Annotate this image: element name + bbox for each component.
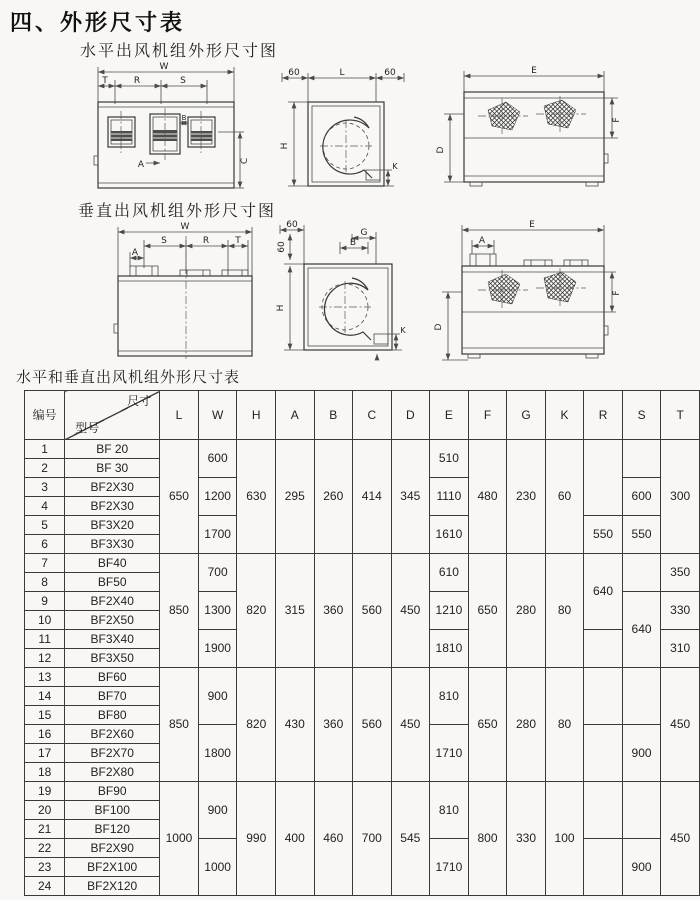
- dim-label-W: W: [159, 62, 169, 72]
- caption-horizontal-units: 水平出风机组外形尺寸图: [80, 43, 279, 60]
- cell-T: 330: [661, 592, 700, 630]
- cell-W: 1900: [198, 630, 237, 668]
- cell-model: BF3X20: [65, 516, 160, 535]
- cell-number: 11: [25, 630, 65, 649]
- cell-W: 1200: [198, 478, 237, 516]
- cell-E: 1710: [430, 725, 469, 782]
- cell-W: 900: [198, 668, 237, 725]
- col-header-D: D: [391, 391, 430, 440]
- cell-G: 330: [507, 782, 546, 896]
- cell-number: 1: [25, 440, 65, 459]
- cell-T: 310: [661, 630, 700, 668]
- col-header-B: B: [314, 391, 353, 440]
- cell-R: 640: [584, 554, 623, 630]
- horizontal-rear-view-drawing: [436, 64, 621, 202]
- cell-D: 450: [391, 554, 430, 668]
- cell-model: BF2X70: [65, 744, 160, 763]
- table-row: [25, 440, 700, 459]
- cell-F: 650: [468, 554, 507, 668]
- cell-R: [584, 839, 623, 896]
- cell-T: 450: [661, 782, 700, 896]
- col-header-number: 编号: [25, 391, 65, 440]
- col-header-E: E: [430, 391, 469, 440]
- cell-R: [584, 440, 623, 516]
- cell-A: 430: [276, 668, 315, 782]
- caption-vertical-units: 垂直出风机组外形尺寸图: [78, 203, 277, 220]
- cell-model: BF2X30: [65, 478, 160, 497]
- col-header-T: T: [661, 391, 700, 440]
- col-header-K: K: [545, 391, 584, 440]
- cell-E: 810: [430, 668, 469, 725]
- cell-H: 820: [237, 668, 276, 782]
- dim-label-A: A: [131, 248, 139, 258]
- cell-E: 610: [430, 554, 469, 592]
- top-outlet-flanges: [130, 266, 248, 276]
- cell-W: 1800: [198, 725, 237, 782]
- dim-label-T: T: [235, 236, 241, 246]
- cell-R: [584, 630, 623, 668]
- table-row: [25, 668, 700, 687]
- cell-number: 2: [25, 459, 65, 478]
- cell-A: 400: [276, 782, 315, 896]
- cell-number: 16: [25, 725, 65, 744]
- cell-T: 450: [661, 668, 700, 782]
- cell-number: 23: [25, 858, 65, 877]
- cell-number: 20: [25, 801, 65, 820]
- dim-label-L: L: [339, 68, 345, 78]
- diag-label-size: 尺寸: [127, 394, 152, 408]
- cell-B: 360: [314, 554, 353, 668]
- cell-model: BF2X50: [65, 611, 160, 630]
- cell-R: [584, 668, 623, 725]
- table-title: 水平和垂直出风机组外形尺寸表: [16, 369, 241, 386]
- cell-K: 80: [545, 554, 584, 668]
- cell-model: BF3X50: [65, 649, 160, 668]
- cell-S: 900: [622, 839, 661, 896]
- fan-grilles: [108, 114, 215, 154]
- cell-model: BF2X120: [65, 877, 160, 896]
- page-title: 四、外形尺寸表: [10, 10, 186, 35]
- top-outlet-flanges: [470, 254, 588, 266]
- horizontal-front-view-drawing: [88, 60, 253, 195]
- cell-number: 17: [25, 744, 65, 763]
- cell-R: 550: [584, 516, 623, 554]
- cell-model: BF2X80: [65, 763, 160, 782]
- cell-number: 24: [25, 877, 65, 896]
- col-header-L: L: [160, 391, 199, 440]
- cell-model: BF2X60: [65, 725, 160, 744]
- cell-H: 820: [237, 554, 276, 668]
- dim-label-A: A: [478, 236, 486, 246]
- cell-model: BF 30: [65, 459, 160, 478]
- cell-S: [622, 440, 661, 478]
- cell-B: 260: [314, 440, 353, 554]
- col-header-G: G: [507, 391, 546, 440]
- hatched-opening: [488, 274, 520, 304]
- cell-E: 1210: [430, 592, 469, 630]
- dim-label-W: W: [180, 222, 190, 232]
- cell-H: 990: [237, 782, 276, 896]
- cell-L: 850: [160, 554, 199, 668]
- cell-model: BF90: [65, 782, 160, 801]
- cell-model: BF2X30: [65, 497, 160, 516]
- cell-C: 560: [353, 554, 392, 668]
- cell-S: [622, 554, 661, 592]
- cell-W: 1300: [198, 592, 237, 630]
- cell-model: BF2X90: [65, 839, 160, 858]
- dim-label-S: S: [161, 236, 167, 246]
- dim-label-60-left: 60: [277, 241, 287, 253]
- cell-model: BF 20: [65, 440, 160, 459]
- cell-number: 5: [25, 516, 65, 535]
- table-body: [25, 440, 700, 896]
- cell-A: 295: [276, 440, 315, 554]
- cell-R: [584, 782, 623, 839]
- cell-number: 12: [25, 649, 65, 668]
- cell-L: 650: [160, 440, 199, 554]
- dim-label-E: E: [529, 220, 535, 230]
- dim-label-R: R: [133, 76, 141, 86]
- cell-L: 1000: [160, 782, 199, 896]
- cell-D: 450: [391, 668, 430, 782]
- dim-label-H: H: [280, 142, 290, 150]
- dim-label-S: S: [180, 76, 186, 86]
- cell-G: 280: [507, 668, 546, 782]
- cell-number: 15: [25, 706, 65, 725]
- cell-D: 545: [391, 782, 430, 896]
- cell-S: [622, 668, 661, 725]
- cell-model: BF70: [65, 687, 160, 706]
- col-header-H: H: [237, 391, 276, 440]
- cell-number: 22: [25, 839, 65, 858]
- cell-F: 650: [468, 668, 507, 782]
- cell-W: 1700: [198, 516, 237, 554]
- cell-C: 560: [353, 668, 392, 782]
- cell-number: 3: [25, 478, 65, 497]
- cell-T: 350: [661, 554, 700, 592]
- dim-label-H: H: [276, 304, 286, 312]
- dim-label-60-top: 60: [286, 220, 298, 230]
- dim-label-C: C: [240, 157, 250, 165]
- vertical-side-view-drawing: [272, 216, 422, 364]
- cell-number: 9: [25, 592, 65, 611]
- fan-scroll: [319, 278, 371, 340]
- cell-number: 18: [25, 763, 65, 782]
- dim-label-B: B: [181, 114, 187, 122]
- col-header-F: F: [468, 391, 507, 440]
- cell-number: 7: [25, 554, 65, 573]
- cell-R: [584, 725, 623, 782]
- diag-label-model: 型号: [75, 421, 100, 436]
- cell-A: 315: [276, 554, 315, 668]
- cell-B: 360: [314, 668, 353, 782]
- col-header-model-size: [65, 391, 160, 440]
- cell-S: [622, 782, 661, 839]
- cell-S: 550: [622, 516, 661, 554]
- col-header-W: W: [198, 391, 237, 440]
- cell-model: BF80: [65, 706, 160, 725]
- col-header-R: R: [584, 391, 623, 440]
- cabinet-outline: [118, 276, 252, 356]
- cell-model: BF50: [65, 573, 160, 592]
- dim-label-F: F: [612, 117, 622, 123]
- cell-number: 19: [25, 782, 65, 801]
- cell-number: 21: [25, 820, 65, 839]
- cell-W: 600: [198, 440, 237, 478]
- horizontal-side-view-drawing: [274, 66, 419, 196]
- cell-E: 1610: [430, 516, 469, 554]
- cell-model: BF60: [65, 668, 160, 687]
- cell-E: 510: [430, 440, 469, 478]
- cell-model: BF2X40: [65, 592, 160, 611]
- cell-number: 4: [25, 497, 65, 516]
- cell-W: 700: [198, 554, 237, 592]
- cell-number: 6: [25, 535, 65, 554]
- dim-label-60-left: 60: [288, 68, 300, 78]
- dim-label-B: B: [349, 238, 357, 248]
- dim-label-F: F: [612, 290, 622, 296]
- dim-label-R: R: [202, 236, 210, 246]
- dim-label-A: A: [137, 160, 145, 170]
- cell-S: 600: [622, 478, 661, 516]
- vertical-front-view-drawing: [104, 218, 264, 363]
- cell-F: 800: [468, 782, 507, 896]
- cell-S: 640: [622, 592, 661, 668]
- cell-E: 810: [430, 782, 469, 839]
- cell-K: 60: [545, 440, 584, 554]
- dim-label-T: T: [102, 76, 108, 86]
- cell-E: 1810: [430, 630, 469, 668]
- vertical-rear-view-drawing: [432, 216, 627, 368]
- cell-E: 1110: [430, 478, 469, 516]
- cell-T: 300: [661, 440, 700, 554]
- cell-G: 280: [507, 554, 546, 668]
- cell-B: 460: [314, 782, 353, 896]
- cell-model: BF3X40: [65, 630, 160, 649]
- cabinet-outline: [462, 266, 604, 354]
- fan-scroll: [320, 117, 372, 178]
- col-header-A: A: [276, 391, 315, 440]
- cell-C: 414: [353, 440, 392, 554]
- cell-model: BF2X100: [65, 858, 160, 877]
- col-header-S: S: [622, 391, 661, 440]
- cell-E: 1710: [430, 839, 469, 896]
- cabinet-outline: [98, 102, 234, 188]
- dim-label-K: K: [392, 162, 398, 171]
- table-header-row: [25, 391, 700, 440]
- cell-model: BF120: [65, 820, 160, 839]
- cell-F: 480: [468, 440, 507, 554]
- cell-number: 14: [25, 687, 65, 706]
- cabinet-outline: [464, 92, 604, 182]
- dim-label-G: G: [360, 228, 368, 238]
- cell-K: 80: [545, 668, 584, 782]
- table-row: [25, 782, 700, 801]
- cell-number: 8: [25, 573, 65, 592]
- dim-label-E: E: [531, 66, 537, 76]
- cell-model: BF40: [65, 554, 160, 573]
- cell-C: 700: [353, 782, 392, 896]
- cell-G: 230: [507, 440, 546, 554]
- table-row: [25, 554, 700, 573]
- cell-model: BF100: [65, 801, 160, 820]
- cell-number: 13: [25, 668, 65, 687]
- dim-label-60-right: 60: [384, 68, 396, 78]
- dim-label-D: D: [434, 323, 444, 331]
- cell-number: 10: [25, 611, 65, 630]
- cell-S: 900: [622, 725, 661, 782]
- cell-W: 1000: [198, 839, 237, 896]
- dimension-table: [24, 390, 700, 896]
- cell-K: 100: [545, 782, 584, 896]
- cell-model: BF3X30: [65, 535, 160, 554]
- cell-W: 900: [198, 782, 237, 839]
- dim-label-K: K: [400, 326, 406, 335]
- cell-L: 850: [160, 668, 199, 782]
- dim-label-D: D: [436, 146, 446, 154]
- cell-D: 345: [391, 440, 430, 554]
- cell-H: 630: [237, 440, 276, 554]
- cabinet-outline: [304, 264, 392, 350]
- col-header-C: C: [353, 391, 392, 440]
